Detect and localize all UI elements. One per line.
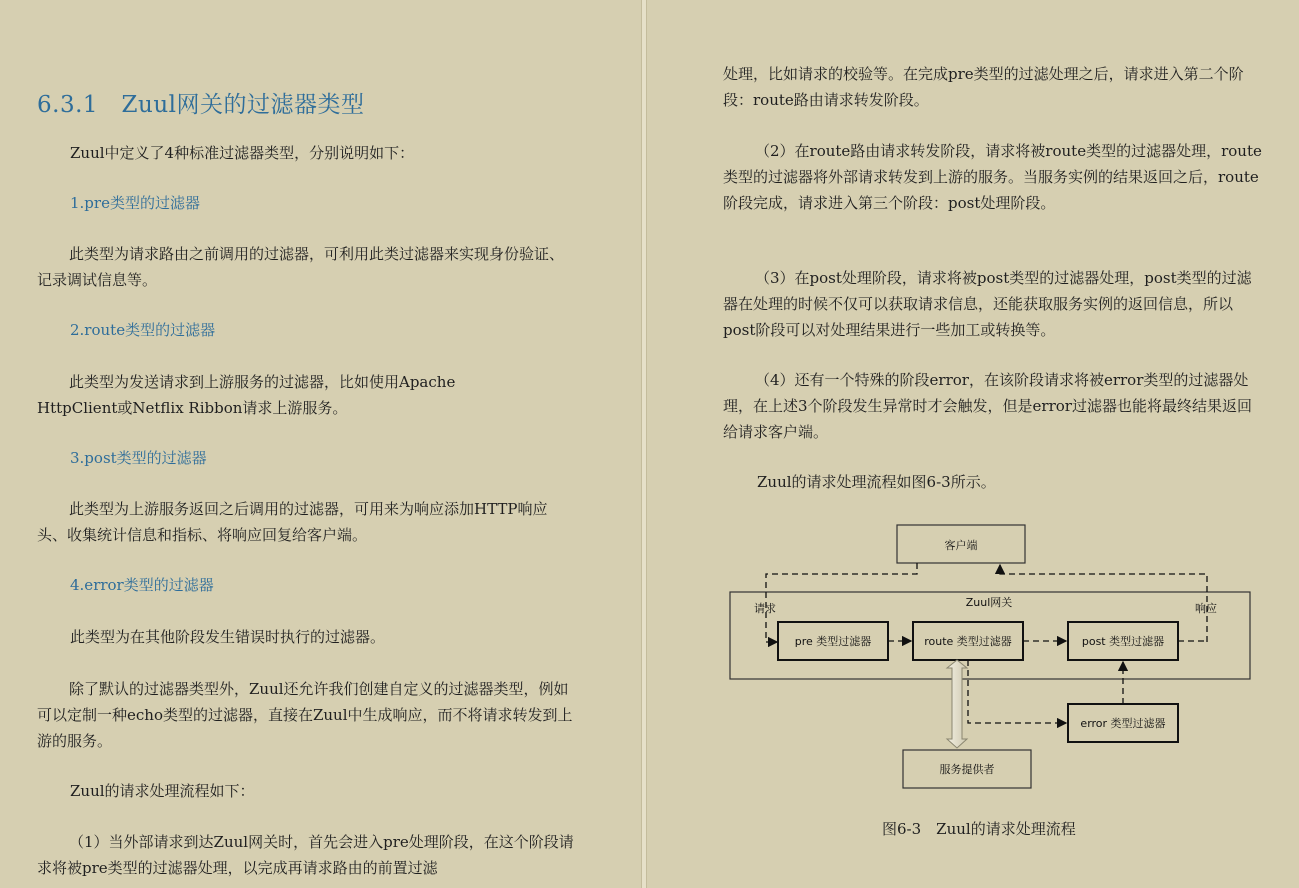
figure-caption: 图6-3 Zuul的请求处理流程 — [882, 820, 1076, 838]
provider-label: 服务提供者 — [939, 763, 995, 776]
response-label: 响应 — [1195, 602, 1217, 615]
post-filter-desc: 此类型为上游服务返回之后调用的过滤器，可用来为响应添加HTTP响应头、收集统计信息和指标、将响应回复给客户端。 — [37, 500, 548, 544]
request-label: 请求 — [754, 602, 776, 615]
step2-paragraph: （2）在route路由请求转发阶段，请求将被route类型的过滤器处理，route类型的过滤器将外部请求转发到上游的服务。当服务实例的结果返回之后，route阶段完成，请求进入第三个阶段：post处理阶段。 — [723, 142, 1262, 212]
pre-filter-heading: 1.pre类型的过滤器 — [70, 194, 200, 212]
right-page — [647, 0, 1299, 888]
gateway-label: Zuul网关 — [965, 596, 1013, 609]
pre-filter-desc: 此类型为请求路由之前调用的过滤器，可利用此类过滤器来实现身份验证、记录调试信息等。 — [37, 245, 565, 289]
error-filter-label: error 类型过滤器 — [1080, 717, 1166, 730]
error-filter-heading: 4.error类型的过滤器 — [70, 576, 214, 594]
left-page — [0, 0, 641, 888]
post-filter-label: post 类型过滤器 — [1081, 635, 1165, 648]
route-to-error-arrow — [968, 660, 1066, 723]
route-filter-heading: 2.route类型的过滤器 — [70, 321, 216, 339]
flow-intro: Zuul的请求处理流程如下： — [70, 782, 255, 800]
route-filter-label: route 类型过滤器 — [924, 635, 1012, 648]
intro-paragraph: Zuul中定义了4种标准过滤器类型，分别说明如下： — [70, 144, 415, 162]
route-filter-desc: 此类型为发送请求到上游服务的过滤器，比如使用Apache HttpClient或Netflix Ribbon请求上游服务。 — [37, 373, 456, 417]
post-filter-heading: 3.post类型的过滤器 — [70, 449, 207, 467]
step4-paragraph: （4）还有一个特殊的阶段error，在该阶段请求将被error类型的过滤器处理，在上述3个阶段发生异常时才会触发，但是error过滤器也能将最终结果返回给请求客户端。 — [723, 371, 1252, 441]
custom-filter-paragraph: 除了默认的过滤器类型外，Zuul还允许我们创建自定义的过滤器类型，例如可以定制一种echo类型的过滤器，直接在Zuul中生成响应，而不将请求转发到上游的服务。 — [37, 680, 573, 750]
figure-intro: Zuul的请求处理流程如图6-3所示。 — [757, 473, 996, 491]
section-title: 6.3.1 Zuul网关的过滤器类型 — [37, 92, 365, 118]
step3-paragraph: （3）在post处理阶段，请求将被post类型的过滤器处理，post类型的过滤器在处理的时候不仅可以获取请求信息，还能获取服务实例的返回信息，所以post阶段可以对处理结果进行一些加工或转换等。 — [723, 269, 1252, 339]
error-filter-desc: 此类型为在其他阶段发生错误时执行的过滤器。 — [70, 628, 386, 646]
step1-paragraph: （1）当外部请求到达Zuul网关时，首先会进入pre处理阶段，在这个阶段请求将被pre类型的过滤器处理，以完成再请求路由的前置过滤 — [37, 833, 574, 877]
continued-paragraph: 处理，比如请求的校验等。在完成pre类型的过滤处理之后，请求进入第二个阶段：route路由请求转发阶段。 — [723, 65, 1244, 109]
request-flow-diagram — [727, 520, 1255, 795]
double-arrow-icon — [947, 660, 967, 748]
pre-filter-label: pre 类型过滤器 — [794, 635, 872, 648]
client-label: 客户端 — [944, 539, 978, 552]
